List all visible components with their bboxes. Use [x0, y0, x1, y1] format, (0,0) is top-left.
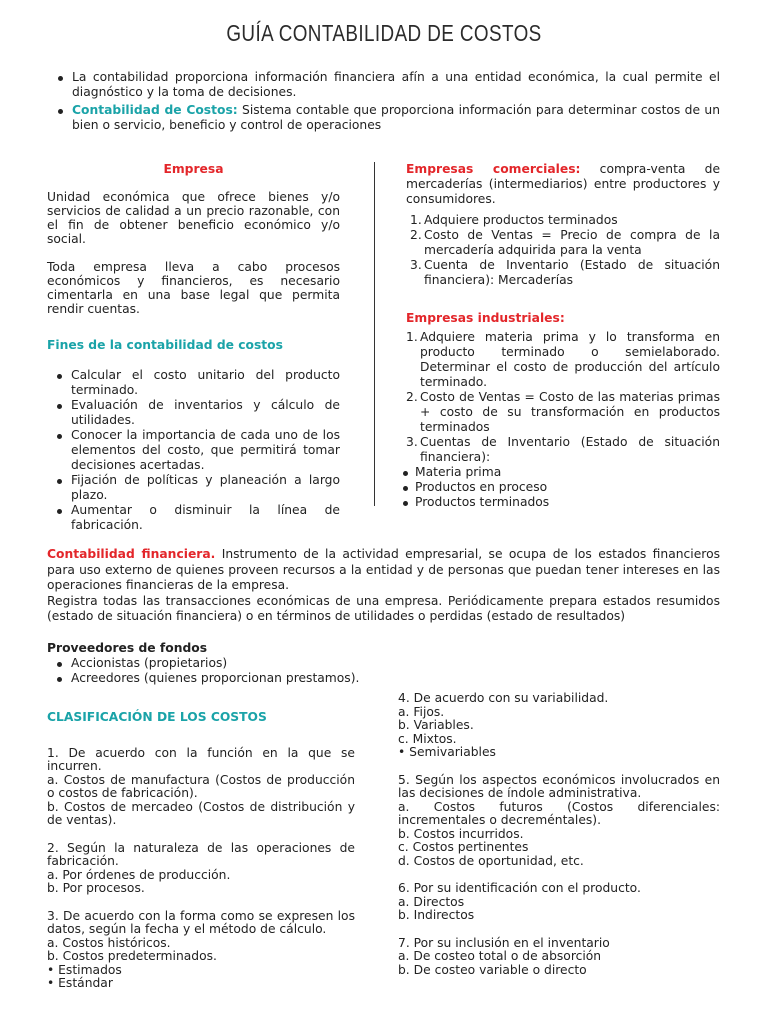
group-item: • Semivariables	[398, 745, 496, 759]
group-item: c. Costos pertinentes	[398, 840, 529, 854]
term-label: Contabilidad de Costos:	[72, 103, 238, 117]
clasificacion-group	[398, 882, 720, 923]
clasificacion-group	[47, 910, 355, 991]
list-item: 1. Adquiere productos terminados	[410, 213, 618, 227]
group-item: b. Costos predeterminados.	[47, 949, 217, 963]
list-item: Conocer la importancia de cada uno de los elementos del costo, que permitirá tomar decisiones acertadas.	[47, 428, 340, 473]
paragraph: Toda empresa lleva a cabo procesos económicos y financieros, es necesario cimentarla en una base legal que permita rendir cuentas.	[47, 260, 340, 316]
group-item: a. De costeo total o de absorción	[398, 949, 602, 963]
list-item: Materia prima	[399, 465, 720, 480]
list-item: La contabilidad proporciona información financiera afín a una entidad económica, la cual permite el diagnóstico y la toma de decisiones.	[48, 70, 720, 100]
section-heading: Empresa	[163, 162, 224, 176]
group-item: • Estimados	[47, 962, 122, 977]
financiera-section	[47, 547, 720, 625]
comerciales-list	[410, 213, 720, 288]
group-item: a. Por órdenes de producción.	[47, 867, 231, 882]
group-item: 5. Según los aspectos económicos involucrados en las decisiones de índole administrativa.	[398, 772, 720, 800]
list-item: 1. Adquiere materia prima y lo transforma en producto terminado o semielaborado. Determinar el costo de producción del artículo terminado.	[406, 330, 720, 389]
term-label: Empresas comerciales:	[406, 162, 581, 176]
group-item: b. Costos de mercadeo (Costos de distribución y de ventas).	[47, 799, 355, 827]
group-item: 7. Por su inclusión en el inventario	[398, 935, 610, 950]
clasificacion-group	[47, 842, 355, 896]
list-item: Evaluación de inventarios y cálculo de utilidades.	[47, 398, 340, 428]
group-item: 4. De acuerdo con su variabilidad.	[398, 691, 609, 705]
clasificacion-right	[398, 692, 720, 977]
group-item: a. Directos	[398, 894, 465, 909]
intro-list	[48, 70, 720, 133]
list-item: 3. Cuentas de Inventario (Estado de situación financiera):	[406, 435, 720, 464]
section-heading: CLASIFICACIÓN DE LOS COSTOS	[47, 710, 267, 724]
group-item: 6. Por su identificación con el producto.	[398, 881, 641, 895]
group-item: 3. De acuerdo con la forma como se expresen los datos, según la fecha y el método de cálculo.	[47, 908, 355, 936]
group-item: a. Costos históricos.	[47, 935, 171, 950]
list-item: Accionistas (propietarios)	[47, 656, 377, 671]
industriales-list	[406, 330, 720, 465]
clasificacion-group	[398, 937, 720, 978]
group-item: a. Costos de manufactura (Costos de producción o costos de fabricación).	[47, 772, 355, 800]
group-item: b. De costeo variable o directo	[398, 962, 587, 977]
list-item: 3. Cuenta de Inventario (Estado de situación financiera): Mercaderías	[410, 258, 720, 287]
list-item: Contabilidad de Costos: Sistema contable que proporciona información para determinar costos de un bien o servicio, beneficio y control de operaciones	[48, 103, 720, 133]
clasificacion-group	[398, 774, 720, 869]
group-item: b. Indirectos	[398, 908, 475, 922]
clasificacion-left	[47, 711, 355, 991]
group-item: c. Mixtos.	[398, 731, 457, 746]
group-item: 2. Según la naturaleza de las operaciones de fabricación.	[47, 840, 355, 868]
clasificacion-group	[47, 747, 355, 828]
group-item: d. Costos de oportunidad, etc.	[398, 853, 584, 868]
empresas-tipos-section	[406, 162, 720, 510]
list-item: Aumentar o disminuir la línea de fabricación.	[47, 503, 340, 533]
paragraph: Empresas comerciales: compra-venta de mercaderías (intermediarios) entre productores y consumidores.	[406, 162, 721, 206]
group-item: 1. De acuerdo con la función en la que se incurren.	[47, 745, 355, 773]
list-item: 2. Costo de Ventas = Costo de las materias primas + costo de su transformación en productos terminados	[406, 390, 720, 434]
section-heading: Fines de la contabilidad de costos	[47, 338, 283, 352]
fines-list	[47, 368, 340, 533]
group-item: • Estándar	[47, 976, 113, 990]
group-item: b. Costos incurridos.	[398, 826, 524, 841]
list-item: Fijación de políticas y planeación a largo plazo.	[47, 473, 340, 503]
group-item: b. Variables.	[398, 718, 474, 732]
inventario-list	[399, 465, 720, 510]
paragraph: Contabilidad financiera. Instrumento de la actividad empresarial, se ocupa de los estados financieros para uso externo de quienes proveen recursos a la entidad y de personas que puedan tener intereses en las operaciones financieras de la empresa.	[47, 547, 720, 592]
group-item: a. Costos futuros (Costos diferenciales: incrementales o decreméntales).	[398, 799, 720, 827]
list-item: Productos terminados	[399, 495, 720, 510]
section-heading: Proveedores de fondos	[47, 641, 208, 655]
list-item: Calcular el costo unitario del producto terminado.	[47, 368, 340, 398]
list-item: Productos en proceso	[399, 480, 720, 495]
page-title: GUÍA CONTABILIDAD DE COSTOS	[226, 20, 542, 46]
list-item: Acreedores (quienes proporcionan prestamos).	[47, 671, 377, 686]
paragraph: Registra todas las transacciones económicas de una empresa. Periódicamente prepara estados resumidos (estado de situación financiera) o en términos de utilidades o perdidas (estado de resultados)	[47, 593, 720, 623]
proveedores-section	[47, 641, 377, 686]
empresa-section	[47, 162, 340, 533]
clasificacion-group	[398, 692, 720, 760]
proveedores-list	[47, 656, 377, 686]
group-item: a. Fijos.	[398, 704, 445, 719]
group-item: b. Por procesos.	[47, 881, 145, 895]
list-item: 2. Costo de Ventas = Precio de compra de la mercadería adquirida para la venta	[410, 228, 720, 257]
term-label: Contabilidad financiera.	[47, 547, 216, 561]
column-divider	[374, 162, 375, 506]
paragraph: Unidad económica que ofrece bienes y/o servicios de calidad a un precio razonable, con el fin de obtener beneficio económico y/o social.	[47, 190, 340, 246]
section-heading: Empresas industriales:	[406, 311, 565, 325]
